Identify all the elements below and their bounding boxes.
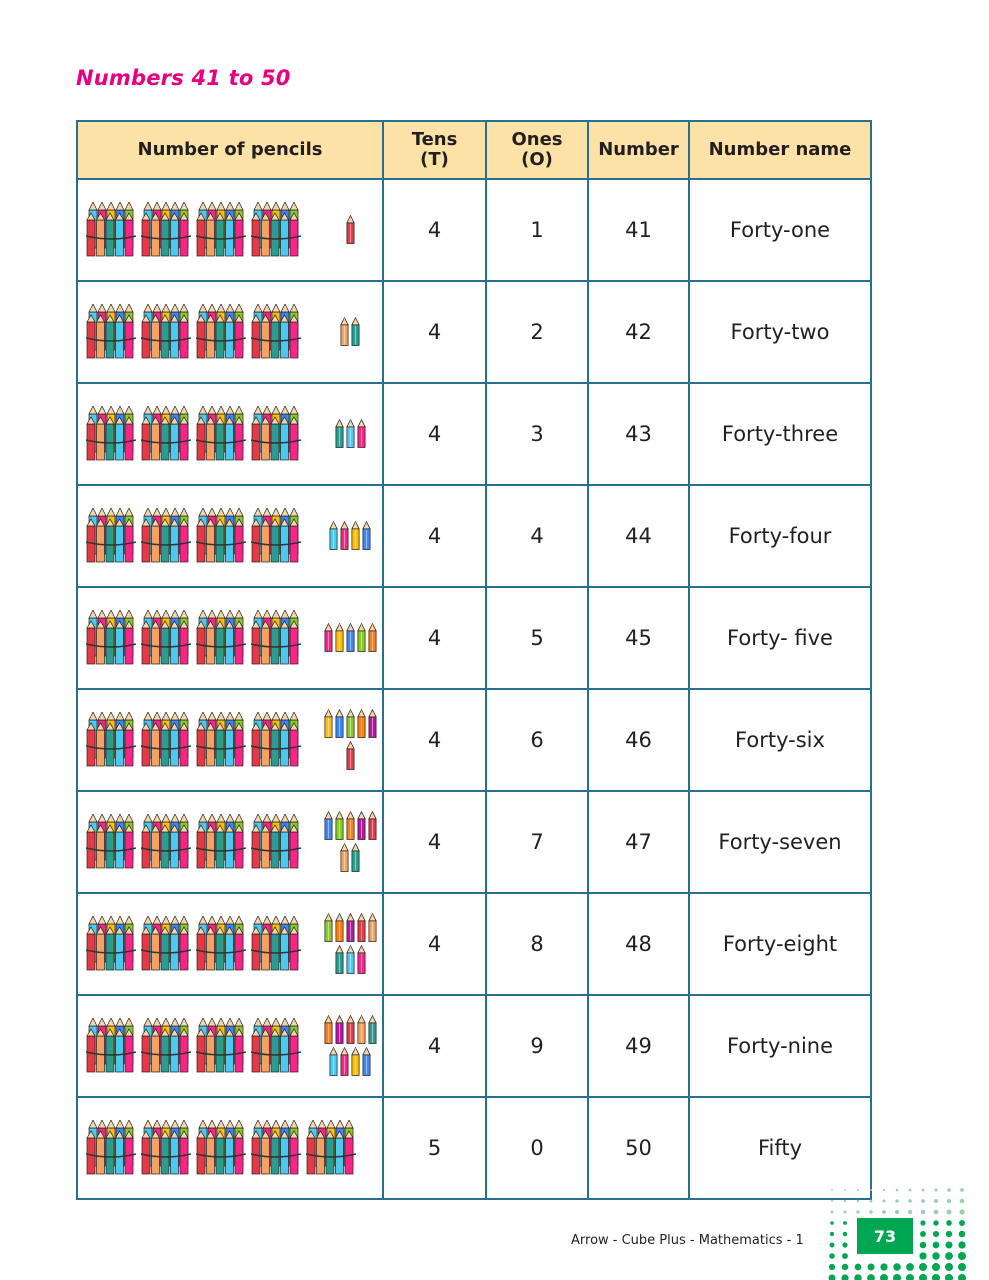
pencil-bundle-icon	[141, 610, 191, 666]
table-row	[77, 893, 871, 995]
pencil-icon	[346, 741, 355, 771]
header-number-name: Number name	[689, 121, 871, 179]
decorative-dot	[959, 1220, 965, 1226]
number-cell: 43	[588, 383, 689, 485]
decorative-dot	[893, 1274, 901, 1280]
decorative-dot	[958, 1241, 965, 1248]
pencil-bundle-icon	[196, 712, 246, 768]
pencil-bundle-icon	[86, 916, 136, 972]
decorative-dot	[830, 1232, 834, 1236]
decorative-dot	[843, 1221, 847, 1225]
pencil-bundle-icon	[251, 508, 301, 564]
decorative-dot	[921, 1188, 924, 1191]
pencil-bundle-icon	[196, 916, 246, 972]
pencil-bundle-icon	[251, 814, 301, 870]
tens-cell: 4	[383, 689, 486, 791]
decorative-dot	[844, 1200, 846, 1202]
pencil-bundle-icon	[141, 916, 191, 972]
decorative-dot	[934, 1199, 938, 1203]
ones-cell: 5	[486, 587, 588, 689]
tens-cell: 4	[383, 893, 486, 995]
pencil-icon	[329, 521, 338, 551]
pencil-icon	[340, 521, 349, 551]
number-name-cell: Forty-three	[689, 383, 871, 485]
decorative-dot	[843, 1210, 846, 1213]
decorative-dot	[947, 1210, 952, 1215]
pencil-icon	[340, 317, 349, 347]
decorative-dot	[830, 1243, 835, 1248]
pencil-icon	[357, 623, 366, 653]
ones-cell: 8	[486, 893, 588, 995]
pencil-bundle-icon	[251, 916, 301, 972]
pencil-icon	[335, 945, 344, 975]
pencil-bundle-icon	[251, 610, 301, 666]
pencil-bundle-icon	[251, 1120, 301, 1176]
page-number-badge: 73	[857, 1218, 913, 1254]
pencil-icon	[346, 945, 355, 975]
number-cell: 50	[588, 1097, 689, 1199]
decorative-dot	[934, 1188, 937, 1191]
decorative-dot	[867, 1263, 874, 1270]
decorative-dot	[882, 1199, 885, 1202]
number-name-cell: Forty-one	[689, 179, 871, 281]
pencil-icon	[324, 1015, 333, 1045]
pencil-bundle-icon	[86, 1120, 136, 1176]
loose-pencils	[318, 623, 382, 653]
decorative-dot	[932, 1252, 940, 1260]
tens-cell: 4	[383, 995, 486, 1097]
pencil-bundle-icon	[251, 304, 301, 360]
decorative-dot	[920, 1220, 925, 1225]
loose-pencils	[318, 419, 382, 449]
decorative-dot	[932, 1263, 940, 1271]
decorative-dot	[960, 1199, 965, 1204]
decorative-dot	[856, 1210, 859, 1213]
pencil-bundle-icon	[141, 304, 191, 360]
pencil-bundle-icon	[141, 508, 191, 564]
decorative-dot	[829, 1275, 836, 1280]
pencil-bundle-icon	[306, 1120, 356, 1176]
pencil-picture-cell	[77, 485, 383, 587]
number-name-cell: Forty-six	[689, 689, 871, 791]
decorative-dot	[959, 1209, 964, 1214]
page-title: Numbers 41 to 50	[76, 66, 291, 90]
pencil-icon	[362, 521, 371, 551]
pencil-bundle-icon	[196, 610, 246, 666]
decorative-dot	[933, 1220, 938, 1225]
pencil-bundle-icon	[251, 202, 301, 258]
decorative-dot	[958, 1263, 966, 1271]
loose-pencils	[318, 1015, 382, 1077]
decorative-dot	[842, 1253, 848, 1259]
pencil-icon	[329, 1047, 338, 1077]
table-row	[77, 689, 871, 791]
tens-cell: 4	[383, 485, 486, 587]
tens-cell: 4	[383, 281, 486, 383]
number-cell: 44	[588, 485, 689, 587]
decorative-dot	[831, 1200, 833, 1202]
decorative-dot	[841, 1274, 848, 1280]
pencil-bundle-icon	[251, 406, 301, 462]
loose-pencils	[318, 709, 382, 771]
ones-cell: 6	[486, 689, 588, 791]
pencil-icon	[351, 1047, 360, 1077]
tens-cell: 4	[383, 383, 486, 485]
number-name-cell: Forty- five	[689, 587, 871, 689]
pencil-icon	[346, 1015, 355, 1045]
decorative-dot	[933, 1231, 939, 1237]
pencil-bundle-icon	[86, 1018, 136, 1074]
pencil-bundle-icon	[196, 1120, 246, 1176]
pencil-icon	[368, 811, 377, 841]
number-name-cell: Forty-seven	[689, 791, 871, 893]
ones-cell: 1	[486, 179, 588, 281]
number-cell: 49	[588, 995, 689, 1097]
tens-cell: 4	[383, 179, 486, 281]
pencil-bundle-icon	[196, 202, 246, 258]
decorative-dot	[946, 1220, 952, 1226]
pencil-icon	[368, 709, 377, 739]
pencil-icon	[351, 521, 360, 551]
decorative-dot	[843, 1232, 847, 1236]
pencil-bundle-icon	[141, 202, 191, 258]
number-cell: 45	[588, 587, 689, 689]
decorative-dot	[842, 1264, 849, 1271]
decorative-dot	[960, 1188, 964, 1192]
pencil-bundle-icon	[86, 814, 136, 870]
decorative-dot	[895, 1199, 898, 1202]
ones-cell: 0	[486, 1097, 588, 1199]
pencil-icon	[357, 1015, 366, 1045]
number-cell: 47	[588, 791, 689, 893]
pencil-icon	[335, 419, 344, 449]
decorative-dot	[945, 1274, 953, 1280]
pencil-icon	[340, 1047, 349, 1077]
pencil-bundle-icon	[86, 610, 136, 666]
number-cell: 46	[588, 689, 689, 791]
decorative-dot	[947, 1199, 951, 1203]
decorative-dot	[870, 1200, 873, 1203]
decorative-dot	[830, 1221, 834, 1225]
decorative-dot	[867, 1274, 875, 1280]
table-row	[77, 179, 871, 281]
decorative-dot	[857, 1200, 860, 1203]
pencil-icon	[346, 419, 355, 449]
decorative-dot	[869, 1210, 873, 1214]
ones-cell: 7	[486, 791, 588, 893]
decorative-dot	[893, 1263, 901, 1271]
pencil-bundle-icon	[86, 406, 136, 462]
table-row	[77, 1097, 871, 1199]
pencil-picture-cell	[77, 179, 383, 281]
decorative-dot	[855, 1264, 862, 1271]
pencil-bundle-icon	[251, 1018, 301, 1074]
loose-pencils	[318, 317, 382, 347]
decorative-dot	[906, 1274, 914, 1280]
decorative-dot	[831, 1211, 834, 1214]
pencil-icon	[357, 709, 366, 739]
decorative-dot	[829, 1253, 835, 1259]
pencil-bundle-icon	[86, 712, 136, 768]
ones-cell: 9	[486, 995, 588, 1097]
number-name-cell: Fifty	[689, 1097, 871, 1199]
pencil-icon	[362, 1047, 371, 1077]
pencil-icon	[324, 811, 333, 841]
pencil-bundle-icon	[196, 406, 246, 462]
pencil-bundle-icon	[196, 508, 246, 564]
decorative-dot	[895, 1210, 899, 1214]
decorative-dot	[919, 1274, 927, 1280]
header-tens-abbr: (T)	[420, 149, 449, 170]
decorative-dot	[920, 1242, 927, 1249]
decorative-dot	[880, 1274, 888, 1280]
header-pencils: Number of pencils	[77, 121, 383, 179]
pencil-icon	[324, 913, 333, 943]
header-tens-label: Tens	[411, 129, 458, 150]
decorative-dot	[882, 1210, 886, 1214]
decorative-dot	[958, 1274, 966, 1280]
pencil-icon	[346, 913, 355, 943]
loose-pencils	[318, 215, 382, 245]
decorative-dot	[932, 1274, 940, 1280]
decorative-dot	[829, 1264, 835, 1270]
decorative-dot	[919, 1263, 927, 1271]
decorative-dot	[933, 1242, 940, 1249]
pencil-bundle-icon	[86, 508, 136, 564]
pencil-picture-cell	[77, 893, 383, 995]
decorative-dot	[945, 1241, 952, 1248]
table-header-row	[77, 121, 871, 179]
decorative-dot	[880, 1263, 887, 1270]
pencil-icon	[340, 843, 349, 873]
ones-cell: 4	[486, 485, 588, 587]
pencil-icon	[324, 623, 333, 653]
pencil-bundle-icon	[86, 304, 136, 360]
pencil-picture-cell	[77, 791, 383, 893]
pencil-picture-cell	[77, 587, 383, 689]
pencil-icon	[351, 843, 360, 873]
number-cell: 42	[588, 281, 689, 383]
number-name-cell: Forty-eight	[689, 893, 871, 995]
decorative-dot	[909, 1189, 912, 1192]
header-number: Number	[588, 121, 689, 179]
ones-cell: 3	[486, 383, 588, 485]
decorative-dot	[906, 1263, 914, 1271]
ones-cell: 2	[486, 281, 588, 383]
header-ones-abbr: (O)	[521, 149, 553, 170]
decorative-dot	[919, 1252, 926, 1259]
pencil-picture-cell	[77, 995, 383, 1097]
pencil-icon	[335, 1015, 344, 1045]
pencil-bundle-icon	[196, 1018, 246, 1074]
number-cell: 48	[588, 893, 689, 995]
decorative-dot	[921, 1210, 925, 1214]
header-tens	[383, 121, 486, 179]
number-name-cell: Forty-nine	[689, 995, 871, 1097]
pencil-icon	[357, 945, 366, 975]
tens-cell: 5	[383, 1097, 486, 1199]
table-row	[77, 485, 871, 587]
decorative-dot	[947, 1188, 951, 1192]
pencil-icon	[346, 709, 355, 739]
pencil-bundle-icon	[86, 202, 136, 258]
pencil-icon	[357, 419, 366, 449]
decorative-dot	[920, 1231, 926, 1237]
pencil-icon	[335, 811, 344, 841]
table-row	[77, 383, 871, 485]
pencil-picture-cell	[77, 383, 383, 485]
pencil-bundle-icon	[251, 712, 301, 768]
pencil-icon	[346, 215, 355, 245]
pencil-icon	[368, 1015, 377, 1045]
decorative-dot	[921, 1199, 925, 1203]
decorative-dot	[946, 1231, 952, 1237]
decorative-dot	[945, 1252, 953, 1260]
decorative-dot	[883, 1189, 885, 1191]
loose-pencils	[318, 521, 382, 551]
pencil-icon	[368, 623, 377, 653]
pencil-icon	[346, 811, 355, 841]
pencil-bundle-icon	[141, 814, 191, 870]
decorative-dot	[908, 1199, 912, 1203]
decorative-dot	[958, 1252, 966, 1260]
decorative-dot	[908, 1210, 912, 1214]
pencil-icon	[335, 709, 344, 739]
decorative-dot	[896, 1189, 899, 1192]
pencil-icon	[357, 913, 366, 943]
table-row	[77, 791, 871, 893]
table-row	[77, 995, 871, 1097]
pencil-picture-cell	[77, 1097, 383, 1199]
header-ones-label: Ones	[511, 129, 563, 150]
pencil-bundle-icon	[141, 712, 191, 768]
pencil-bundle-icon	[141, 1120, 191, 1176]
pencil-icon	[335, 913, 344, 943]
pencil-icon	[368, 913, 377, 943]
pencil-bundle-icon	[141, 406, 191, 462]
number-name-cell: Forty-two	[689, 281, 871, 383]
pencil-picture-cell	[77, 689, 383, 791]
loose-pencils	[318, 811, 382, 873]
loose-pencils	[318, 913, 382, 975]
pencil-icon	[351, 317, 360, 347]
number-name-cell: Forty-four	[689, 485, 871, 587]
pencil-bundle-icon	[196, 304, 246, 360]
decorative-dot	[842, 1242, 847, 1247]
table-row	[77, 281, 871, 383]
pencil-bundle-icon	[196, 814, 246, 870]
tens-cell: 4	[383, 791, 486, 893]
pencil-icon	[335, 623, 344, 653]
pencil-icon	[324, 709, 333, 739]
pencil-bundle-icon	[141, 1018, 191, 1074]
tens-cell: 4	[383, 587, 486, 689]
decorative-dot	[945, 1263, 953, 1271]
decorative-dot	[854, 1274, 861, 1280]
table-row	[77, 587, 871, 689]
header-ones	[486, 121, 588, 179]
decorative-dot	[959, 1231, 966, 1238]
numbers-table	[76, 120, 872, 1200]
pencil-icon	[346, 623, 355, 653]
decorative-dot	[934, 1210, 939, 1215]
number-cell: 41	[588, 179, 689, 281]
pencil-icon	[357, 811, 366, 841]
footer-book-title: Arrow - Cube Plus - Mathematics - 1	[571, 1233, 804, 1248]
pencil-picture-cell	[77, 281, 383, 383]
